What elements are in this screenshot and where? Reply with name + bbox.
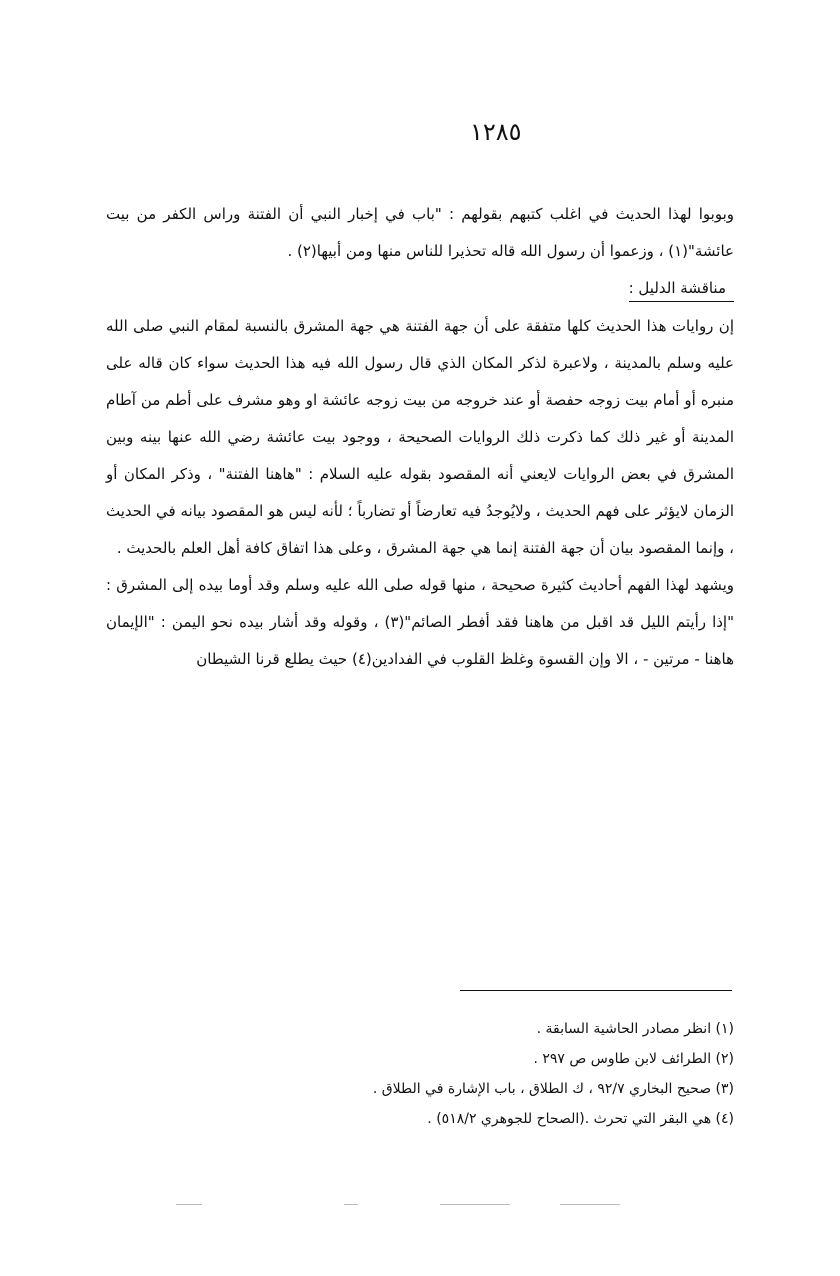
footnote-3: (٣) صحيح البخاري ٩٢/٧ ، ك الطلاق ، باب الإشارة في الطلاق . — [372, 1081, 734, 1097]
scan-speck — [344, 1204, 358, 1205]
scan-speck — [560, 1204, 620, 1205]
footnote-divider — [460, 990, 732, 991]
main-text — [106, 196, 734, 678]
footnote-1: (١) انظر مصادر الحاشية السابقة . — [536, 1021, 734, 1037]
footnote-4: (٤) هي البقر التي تحرث .(الصحاح للجوهري ٥١٨/٢) . — [427, 1111, 734, 1127]
section-heading-wrapper — [106, 270, 734, 308]
scan-speck — [440, 1204, 510, 1205]
section-heading: مناقشة الدليل : — [629, 275, 734, 302]
paragraph-discussion: إن روايات هذا الحديث كلها متفقة على أن جهة الفتنة هي جهة المشرق بالنسبة لمقام النبي صلى الله عليه وسلم بالمدينة ، ولاعبرة لذكر المكان الذي قال رسول الله فيه هذا الحديث سواء كان قاله على منبره أو أمام بيت زوجه حفصة أو عند خروجه من بيت زوجه عائشة او وهو مشرف على أطم من آطام المدينة أو غير ذلك كما ذكرت ذلك الروايات الصحيحة ، ووجود بيت عائشة رضي الله عنها بينه وبين المشرق في بعض الروايات لايعني أنه المقصود بقوله عليه السلام : "هاهنا الفتنة" ، وذكر المكان أو الزمان لايؤثر على فهم الحديث ، ولايُوجدُ فيه تعارضاً أو تضارباً ؛ لأنه ليس هو المقصود بيانه في الحديث ، وإنما المقصود بيان أن جهة الفتنة إنما هي جهة المشرق ، وعلى هذا اتفاق كافة أهل العلم بالحديث . — [106, 317, 734, 557]
footnotes — [130, 1014, 734, 1134]
scan-speck — [176, 1204, 202, 1205]
page-number: ١٢٨٥ — [470, 118, 522, 146]
paragraph-intro: وبوبوا لهذا الحديث في اغلب كتبهم بقولهم : "باب في إخبار النبي أن الفتنة وراس الكفر من بيت عائشة"(١) ، وزعموا أن رسول الله قاله تحذيرا للناس منها ومن أبيها(٢) . — [106, 205, 734, 260]
footnote-2: (٢) الطرائف لابن طاوس ص ٢٩٧ . — [533, 1051, 734, 1067]
paragraph-evidence: ويشهد لهذا الفهم أحاديث كثيرة صحيحة ، منها قوله صلى الله عليه وسلم وقد أوما بيده إلى المشرق : "إذا رأيتم الليل قد اقبل من هاهنا فقد أفطر الصائم"(٣) ، وقوله وقد أشار بيده نحو اليمن : "الإيمان هاهنا - مرتين - ، الا وإن القسوة وغلظ القلوب في الفدادين(٤) حيث يطلع قرنا الشيطان — [106, 576, 734, 668]
